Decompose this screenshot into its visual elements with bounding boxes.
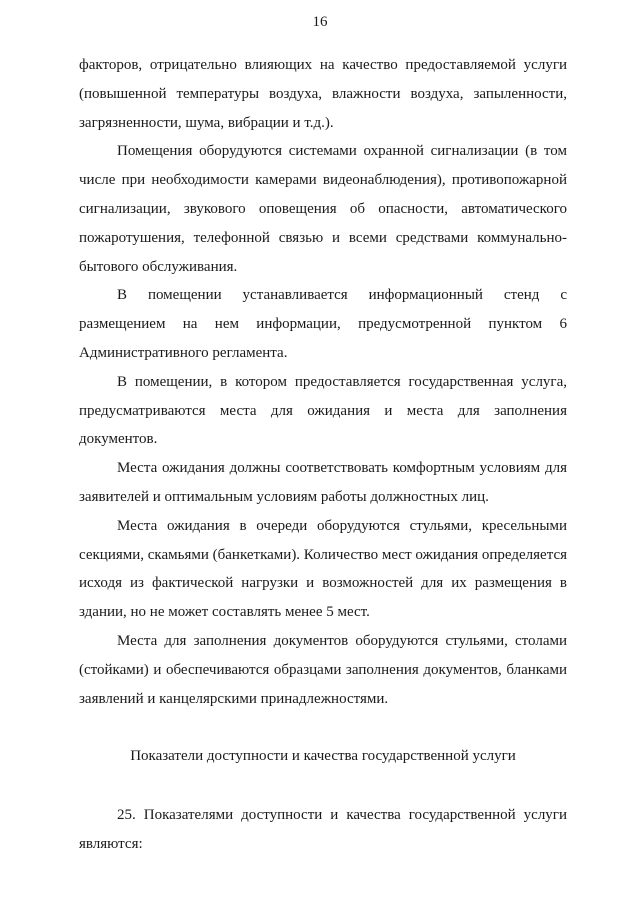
section-heading: Показатели доступности и качества государственной услуги <box>130 748 516 765</box>
paragraph-25: 25. Показателями доступности и качества государственной услуги являются: <box>79 807 567 852</box>
paragraph-waiting-places: В помещении, в котором предоставляется государственная услуга, предусматриваются места для ожидания и места для заполнения документов. <box>79 373 567 448</box>
paragraph-security-systems: Помещения оборудуются системами охранной сигнализации (в том числе при необходимости камерами видеонаблюдения), противопожарной сигнализации, звукового оповещения об опасности, автоматического пожаротушения, телефонной связью и всеми средствами коммунально-бытового обслуживания. <box>79 143 567 275</box>
paragraph-continued: факторов, отрицательно влияющих на качество предоставляемой услуги (повышенной температуры воздуха, влажности воздуха, запыленности, загрязненности, шума, вибрации и т.д.). <box>79 57 567 131</box>
paragraph-form-filling: Места для заполнения документов оборудуются стульями, столами (стойками) и обеспечиваются образцами заполнения документов, бланками заявлений и канцелярскими принадлежностями. <box>79 632 567 707</box>
paragraph-waiting-comfort: Места ожидания должны соответствовать комфортным условиям для заявителей и оптимальным условиям работы должностных лиц. <box>79 460 567 505</box>
document-body <box>79 51 567 859</box>
page-number: 16 <box>312 14 328 30</box>
paragraph-waiting-seating: Места ожидания в очереди оборудуются стульями, кресельными секциями, скамьями (банкетками). Количество мест ожидания определяется исходя из фактической нагрузки и возможностей для их размещения в здании, но не может составлять менее 5 мест. <box>79 517 568 621</box>
paragraph-info-stand: В помещении устанавливается информационный стенд с размещением на нем информации, предусмотренной пунктом 6 Административного регламента. <box>79 287 567 361</box>
